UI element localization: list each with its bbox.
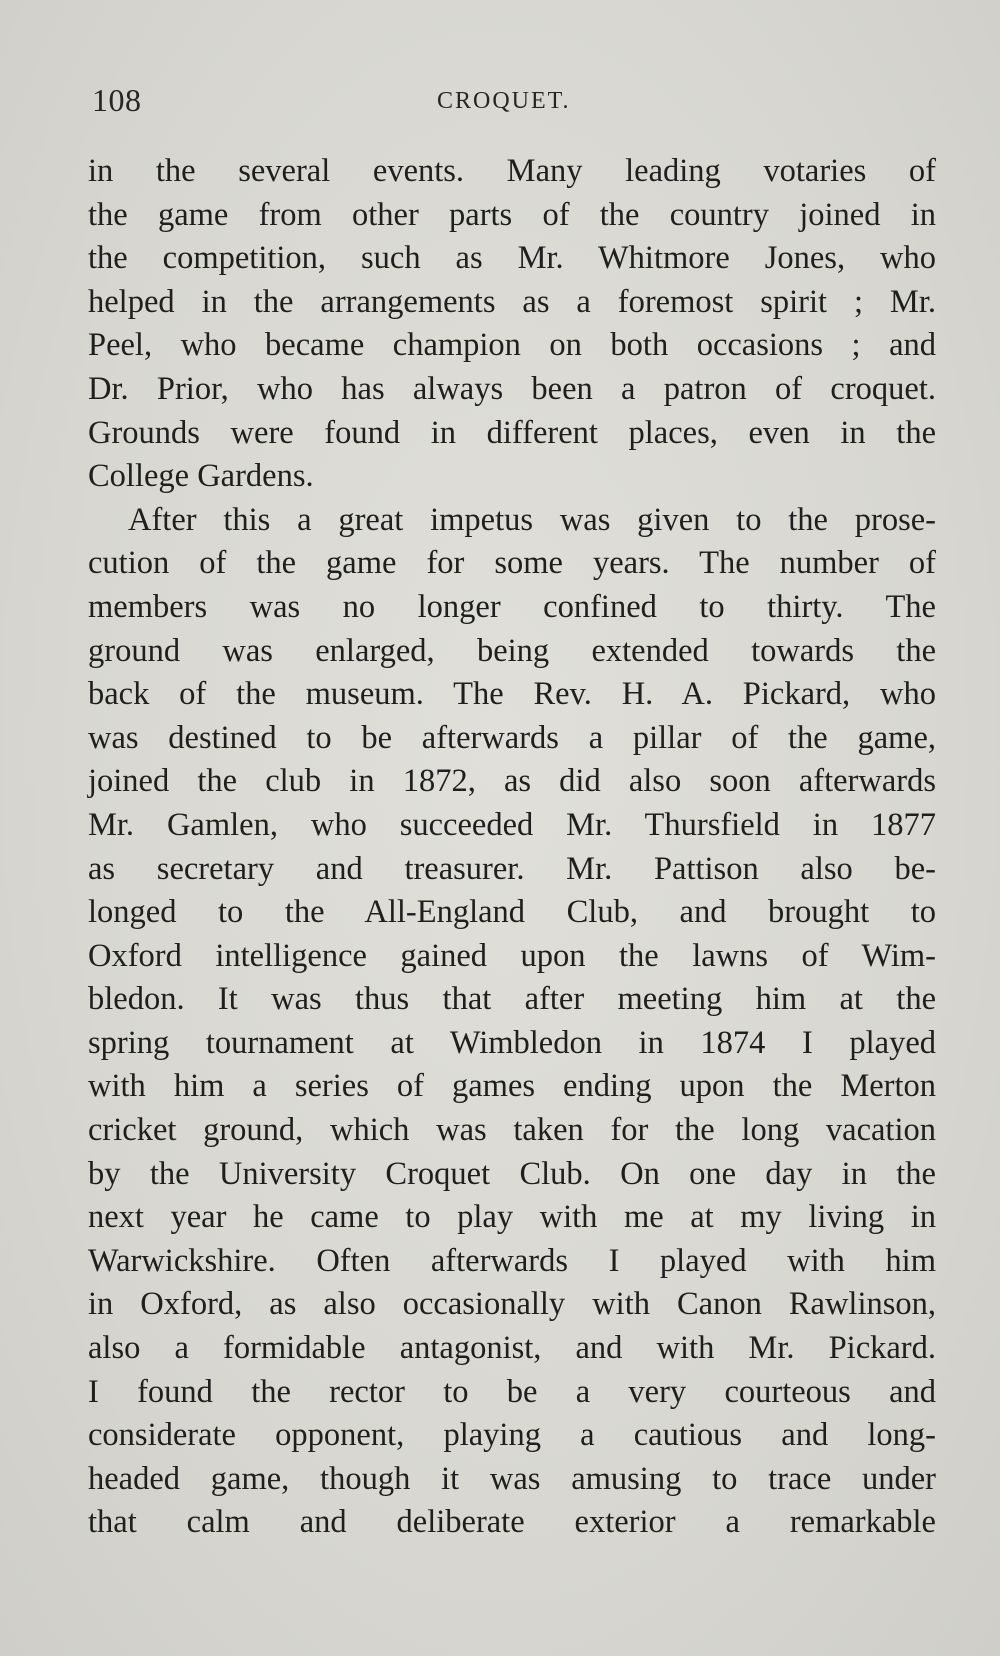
text-line: members was no longer confined to thirty. The — [88, 588, 936, 625]
text-line: the competition, such as Mr. Whitmore Jones, who — [88, 240, 936, 277]
text-line: Grounds were found in different places, even in the — [88, 414, 936, 451]
text-line: Warwickshire. Often afterwards I played with him — [88, 1242, 936, 1279]
text-line: considerate opponent, playing a cautious and long- — [88, 1417, 936, 1454]
text-line: Oxford intelligence gained upon the lawns of Wim- — [88, 937, 936, 974]
text-line: Mr. Gamlen, who succeeded Mr. Thursfield in 1877 — [88, 806, 936, 843]
text-line: cricket ground, which was taken for the long vacation — [88, 1112, 936, 1149]
text-line: Dr. Prior, who has always been a patron of croquet. — [88, 370, 936, 407]
text-line: bledon. It was thus that after meeting him at the — [88, 981, 936, 1018]
text-line: also a formidable antagonist, and with Mr. Pickard. — [88, 1330, 936, 1367]
text-line: College Gardens. — [88, 458, 314, 495]
text-line: After this a great impetus was given to the prose- — [128, 501, 936, 538]
text-line: headed game, though it was amusing to trace under — [88, 1460, 936, 1497]
text-line: I found the rector to be a very courteous and — [88, 1373, 936, 1410]
text-line: in Oxford, as also occasionally with Canon Rawlinson, — [88, 1286, 936, 1323]
text-line: spring tournament at Wimbledon in 1874 I played — [88, 1024, 936, 1061]
text-line: helped in the arrangements as a foremost spirit ; Mr. — [88, 283, 936, 320]
text-line: that calm and deliberate exterior a remarkable — [88, 1504, 936, 1541]
text-line: was destined to be afterwards a pillar of the game, — [88, 719, 936, 756]
text-line: joined the club in 1872, as did also soon afterwards — [88, 763, 936, 800]
text-line: longed to the All-England Club, and brought to — [88, 894, 936, 931]
page-header — [92, 82, 892, 122]
text-line: back of the museum. The Rev. H. A. Pickard, who — [88, 676, 936, 713]
text-line: cution of the game for some years. The number of — [88, 545, 936, 582]
text-line: with him a series of games ending upon the Merton — [88, 1068, 936, 1105]
text-line: the game from other parts of the country joined in — [88, 196, 936, 233]
text-line: as secretary and treasurer. Mr. Pattison also be- — [88, 850, 936, 887]
running-head: CROQUET. — [437, 88, 571, 114]
text-line: in the several events. Many leading votaries of — [88, 153, 936, 189]
text-line: ground was enlarged, being extended towards the — [88, 632, 936, 669]
page-number: 108 — [92, 82, 142, 118]
text-line: Peel, who became champion on both occasions ; and — [88, 327, 936, 364]
text-line: next year he came to play with me at my living in — [88, 1199, 936, 1236]
body-text — [88, 150, 936, 1545]
text-line: by the University Croquet Club. On one day in the — [88, 1155, 936, 1192]
